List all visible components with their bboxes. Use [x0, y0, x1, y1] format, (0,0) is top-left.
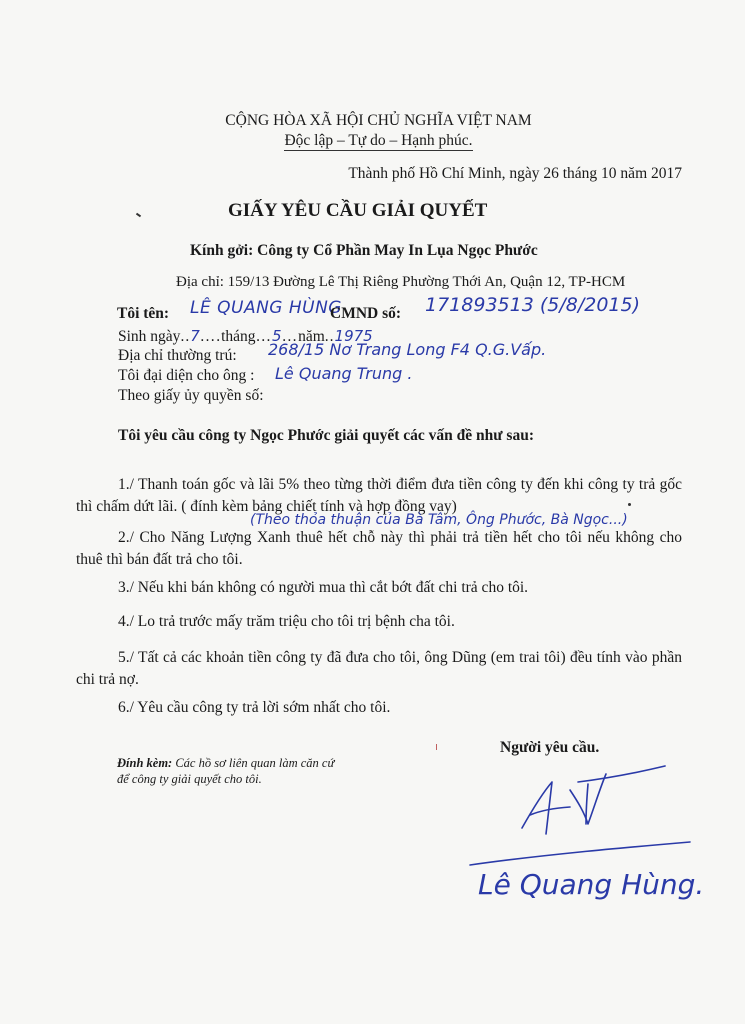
request-item-1: 1./ Thanh toán gốc và lãi 5% theo từng thời điểm đưa tiền công ty đến khi công ty trả gốc thì chấm dứt lãi. ( đính kèm bảng chiết tính và hợp đồng vay) [76, 476, 682, 515]
dob-label-year: năm [298, 328, 325, 345]
request-intro: Tôi yêu cầu công ty Ngọc Phước giải quyết các vấn đề như sau: [118, 427, 534, 444]
request-item-6: 6./ Yêu cầu công ty trả lời sớm nhất cho tôi. [118, 699, 391, 716]
scan-speck [136, 213, 141, 218]
id-label: CMND số: [330, 305, 402, 322]
request-item-2: 2./ Cho Năng Lượng Xanh thuê hết chỗ này thì phải trả tiền hết cho tôi nếu không cho thuê thì bán đất trả cho tôi. [76, 529, 682, 568]
representative-handwritten: Lê Quang Trung . [275, 364, 413, 383]
residence-label: Địa chỉ thường trú: [118, 347, 237, 364]
request-item-3: 3./ Nếu khi bán không có người mua thì cắt bớt đất chi trả cho tôi. [118, 579, 529, 596]
dob-day: 7 [190, 327, 200, 345]
name-handwritten: LÊ QUANG HÙNG [190, 298, 342, 318]
recipient-label: Kính gởi: Công ty Cổ Phần May In Lụa Ngọc Phước [190, 242, 538, 259]
scan-speck [628, 503, 631, 506]
dob-label-day: Sinh ngày [118, 328, 181, 345]
authorization-label: Theo giấy ủy quyền số: [118, 387, 264, 404]
id-handwritten: 171893513 (5/8/2015) [425, 294, 640, 316]
dob-line: Sinh ngày..7….tháng…5…năm..1975 [118, 327, 373, 345]
representative-label: Tôi đại diện cho ông : [118, 367, 255, 384]
name-label: Tôi tên: [117, 305, 170, 322]
place-date: Thành phố Hồ Chí Minh, ngày 26 tháng 10 năm 2017 [348, 165, 682, 182]
attachment-label: Đính kèm: [117, 756, 173, 770]
dob-year: 1975 [334, 327, 373, 345]
residence-handwritten: 268/15 Nơ Trang Long F4 Q.G.Vấp. [268, 340, 547, 359]
handwritten-note: (Theo thỏa thuận của Bà Tâm, Ông Phước, Bà Ngọc...) [250, 512, 628, 528]
country-header: CỘNG HÒA XÃ HỘI CHỦ NGHĨA VIỆT NAM [225, 112, 532, 129]
document-title: GIẤY YÊU CẦU GIẢI QUYẾT [228, 200, 488, 221]
dob-month: 5 [272, 327, 282, 345]
request-item-4: 4./ Lo trả trước mấy trăm triệu cho tôi trị bệnh cha tôi. [118, 613, 455, 630]
dob-label-month: tháng [221, 328, 256, 345]
attachment-text-1: Các hồ sơ liên quan làm căn cứ [175, 756, 335, 770]
attachment [117, 756, 334, 771]
request-item-5: 5./ Tất cả các khoản tiền công ty đã đưa cho tôi, ông Dũng (em trai tôi) đều tính vào phần chi trả nợ. [76, 649, 682, 688]
scan-speck [436, 744, 437, 750]
attachment-text-2: để công ty giải quyết cho tôi. [117, 772, 262, 786]
signer-name: Lê Quang Hùng. [478, 868, 705, 901]
recipient-address: Địa chỉ: 159/13 Đường Lê Thị Riêng Phường Thới An, Quận 12, TP-HCM [176, 274, 626, 290]
motto [0, 130, 745, 152]
motto-text: Độc lập – Tự do – Hạnh phúc. [284, 132, 473, 149]
signer-role: Người yêu cầu. [500, 739, 600, 756]
